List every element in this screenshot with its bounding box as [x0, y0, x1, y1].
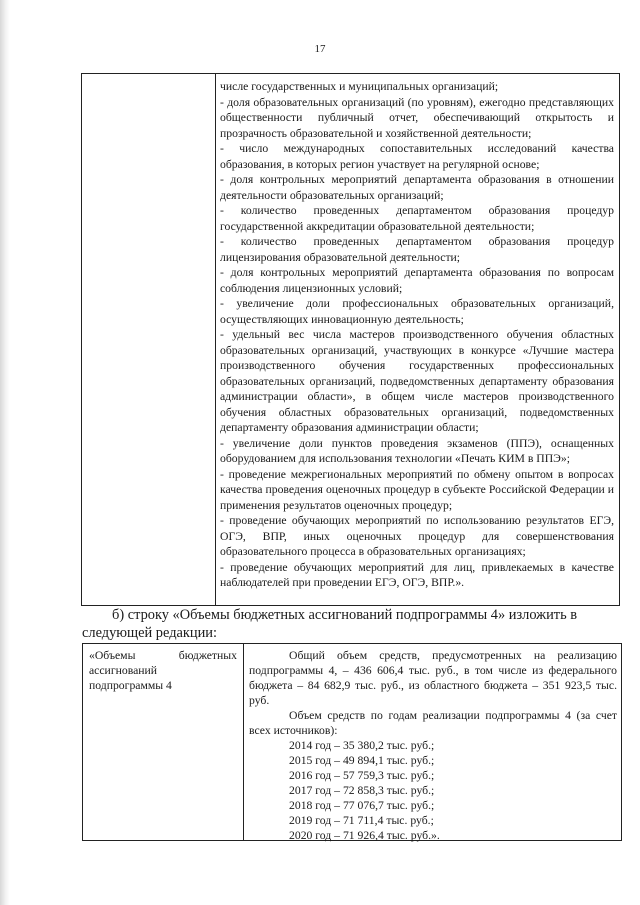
budget-row-content	[249, 648, 617, 843]
scan-edge-shadow	[0, 0, 10, 905]
indicator-line: - проведение обучающих мероприятий для лиц, привлекаемых в качестве наблюдателей при проведении ЕГЭ, ОГЭ, ВПР.».	[220, 560, 614, 589]
budget-label-line3: подпрограммы 4	[89, 679, 172, 692]
indicator-line: - количество проведенных департаментом образования процедур государственной аккредитации образовательной деятельности;	[220, 204, 614, 233]
indicator-line: - увеличение доли пунктов проведения экзаменов (ППЭ), оснащенных оборудованием для использования технологии «Печать КИМ в ППЭ»;	[220, 436, 614, 465]
table-column-divider	[215, 74, 216, 605]
budget-label-word: бюджетных	[178, 649, 237, 662]
budget-label-line1	[89, 648, 237, 663]
indicator-line: числе государственных и муниципальных организаций;	[220, 80, 499, 93]
indicator-line: - доля контрольных мероприятий департамента образования по вопросам соблюдения лицензионных условий;	[220, 266, 614, 295]
budget-total-paragraph: Общий объем средств, предусмотренных на реализацию подпрограммы 4, – 436 606,4 тыс. руб., в том числе из федерального бюджета – 84 682,9 тыс. руб., из областного бюджета – 351 923,5 тыс. руб.	[249, 649, 617, 707]
indicator-line: - проведение межрегиональных мероприятий по обмену опытом в вопросах качества проведения оценочных процедур в субъекте Российской Федерации и применения результатов оценочных процедур;	[220, 467, 614, 512]
indicator-line: - количество проведенных департаментом образования процедур лицензирования образовательной деятельности;	[220, 235, 614, 264]
indicator-line: - удельный вес числа мастеров производственного обучения областных образовательных организаций, участвующих в конкурсе «Лучшие мастера производственного обучения государственных профессиональных образовательных организаций, подведомственных департаменту образования администрации области», в общем числе мастеров производственного обучения областных образовательных организаций, подведомственных департаменту образования администрации области;	[220, 328, 614, 434]
clause-b-text	[82, 606, 622, 642]
indicators-cell	[220, 79, 614, 591]
budget-year-item: 2015 год – 49 894,1 тыс. руб.;	[289, 754, 435, 767]
indicator-line: - число международных сопоставительных исследований качества образования, в которых регион участвует на регулярной основе;	[220, 142, 614, 171]
indicator-line: - доля образовательных организаций (по уровням), ежегодно представляющих общественности публичный отчет, обеспечивающий открытость и прозрачность образовательной и хозяйственной деятельности;	[220, 95, 614, 140]
indicator-line: - увеличение доли профессиональных образовательных организаций, осуществляющих инновационную деятельность;	[220, 297, 614, 326]
budget-label-word: «Объемы	[89, 649, 136, 662]
budget-year-item: 2014 год – 35 380,2 тыс. руб.;	[289, 739, 435, 752]
budget-year-item: 2020 год – 71 926,4 тыс. руб.».	[289, 829, 440, 842]
clause-b-line2: следующей редакции:	[82, 625, 217, 641]
budget-year-item: 2017 год – 72 858,3 тыс. руб.;	[289, 784, 435, 797]
indicators-table	[81, 73, 620, 606]
budget-year-item: 2018 год – 77 076,7 тыс. руб.;	[289, 799, 435, 812]
page-number: 17	[314, 43, 326, 55]
budget-label-line2: ассигнований	[89, 664, 158, 677]
budget-years-list	[249, 738, 617, 843]
budget-year-item: 2019 год – 71 711,4 тыс. руб.;	[289, 814, 434, 827]
budget-row-label	[89, 648, 237, 693]
indicator-line: - проведение обучающих мероприятий по использованию результатов ЕГЭ, ОГЭ, ВПР, иных оценочных процедур для совершенствования образовательного процесса в образовательных организациях;	[220, 514, 614, 558]
indicator-line: - доля контрольных мероприятий департамента образования в отношении деятельности образовательных организаций;	[220, 173, 614, 202]
table-column-divider	[243, 644, 244, 840]
clause-b-line1: б) строку «Объемы бюджетных ассигнований подпрограммы 4» изложить в	[112, 607, 578, 623]
budget-year-item: 2016 год – 57 759,3 тыс. руб.;	[289, 769, 435, 782]
budget-by-year-intro: Объем средств по годам реализации подпрограммы 4 (за счет всех источников):	[249, 709, 617, 737]
budget-table	[82, 643, 622, 841]
